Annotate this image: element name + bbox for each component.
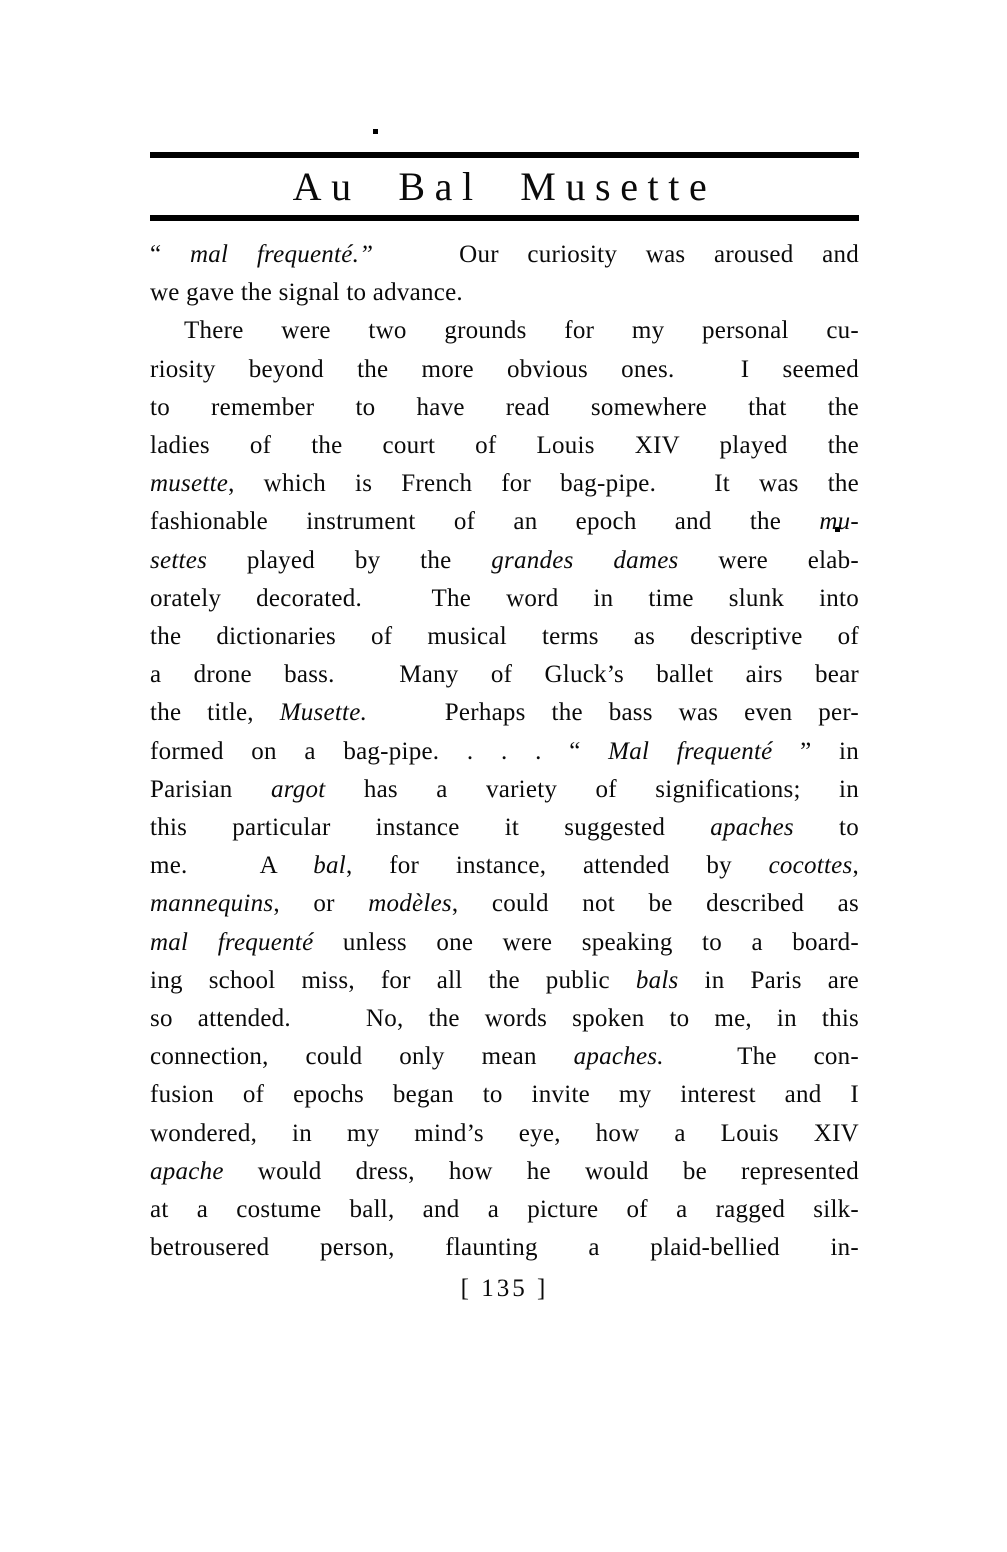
text-run: , which is French for bag-pipe. It was the <box>228 470 859 498</box>
italic-text-run: bals <box>635 966 679 994</box>
text-line <box>150 694 859 732</box>
text-line <box>150 1153 859 1191</box>
text-line <box>150 427 859 465</box>
italic-text-run: settes <box>150 546 208 574</box>
italic-text-run: modèles <box>368 890 452 918</box>
text-line <box>150 236 859 274</box>
italic-text-run: mal frequenté <box>150 928 314 956</box>
text-run: , <box>852 852 859 880</box>
text-run: betrousered person, flaunting a plaid-bellied in- <box>150 1234 859 1262</box>
body-text <box>150 236 859 1267</box>
text-line <box>150 809 859 847</box>
text-run: the title, <box>150 699 280 727</box>
text-run: Perhaps the bass was even per- <box>367 699 859 727</box>
italic-text-run: Musette. <box>279 699 368 727</box>
italic-text-run: apaches <box>710 814 794 842</box>
italic-text-run: mannequins <box>150 890 274 918</box>
text-line <box>150 771 859 809</box>
page-content <box>150 150 859 1308</box>
text-line <box>150 389 859 427</box>
text-run: “ <box>150 241 190 268</box>
text-run: to remember to have read somewhere that the <box>150 393 859 421</box>
header-rule-bottom <box>150 215 859 221</box>
text-run: me. A <box>150 852 314 880</box>
text-run: ” in <box>772 737 859 765</box>
text-line <box>150 1229 859 1267</box>
text-run: this particular instance it suggested <box>150 814 711 842</box>
text-run: to <box>793 814 859 842</box>
text-run: orately decorated. The word in time slunk into <box>150 584 859 612</box>
italic-text-run: cocottes <box>768 852 853 880</box>
text-line <box>150 542 859 580</box>
text-line <box>150 656 859 694</box>
text-run: ladies of the court of Louis XIV played the <box>150 432 859 460</box>
page-number: [ 135 ] <box>460 1275 549 1303</box>
text-run: fashionable instrument of an epoch and the <box>150 508 820 536</box>
text-run: were elab- <box>678 546 859 574</box>
text-run: Parisian <box>150 775 271 803</box>
text-run: connection, could only mean <box>150 1043 574 1071</box>
text-line <box>150 1038 859 1076</box>
text-line <box>150 312 859 350</box>
text-line <box>150 924 859 962</box>
scan-speck <box>373 129 378 134</box>
text-line <box>150 274 859 312</box>
text-line <box>150 465 859 503</box>
text-line <box>150 503 859 541</box>
text-line <box>150 1115 859 1153</box>
text-run: a drone bass. Many of Gluck’s ballet airs bear <box>150 661 859 689</box>
italic-text-run: apache <box>150 1157 224 1185</box>
text-run: has a variety of significations; in <box>325 775 859 803</box>
text-line <box>150 847 859 885</box>
text-line <box>150 962 859 1000</box>
text-run: fusion of epochs began to invite my interest and I <box>150 1081 859 1109</box>
text-run: played by the <box>207 546 492 574</box>
text-run: riosity beyond the more obvious ones. I seemed <box>150 355 859 383</box>
text-run: we gave the signal to advance. <box>150 279 463 307</box>
text-run: wondered, in my mind’s eye, how a Louis XIV <box>150 1119 859 1147</box>
text-line <box>150 1191 859 1229</box>
text-run: would dress, how he would be represented <box>223 1157 859 1185</box>
italic-text-run: mal frequenté.” <box>189 241 374 268</box>
header-rule-top <box>150 152 859 158</box>
text-run: , could not be described as <box>451 890 859 918</box>
italic-text-run: bal <box>313 852 346 880</box>
italic-text-run: musette <box>150 470 229 498</box>
text-run: , or <box>273 890 369 918</box>
italic-text-run: Mal frequenté <box>608 737 773 765</box>
text-run: unless one were speaking to a board- <box>313 928 860 956</box>
italic-text-run: grandes dames <box>491 546 679 574</box>
text-run: in Paris are <box>678 966 859 994</box>
text-run: Our curiosity was aroused and <box>373 241 859 268</box>
text-run: so attended. No, the words spoken to me, in this <box>150 1005 859 1033</box>
text-line <box>150 351 859 389</box>
text-line <box>150 1076 859 1114</box>
text-run: The con- <box>663 1043 859 1071</box>
chapter-title: Au Bal Musette <box>292 164 717 209</box>
text-run: formed on a bag-pipe. . . . “ <box>150 737 609 765</box>
text-line <box>150 580 859 618</box>
italic-text-run: apaches. <box>573 1043 664 1071</box>
text-run: There were two grounds for my personal cu- <box>184 317 859 345</box>
text-run: at a costume ball, and a picture of a ragged silk- <box>150 1196 859 1224</box>
text-run: ing school miss, for all the public <box>150 966 636 994</box>
text-run: , for instance, attended by <box>345 852 769 880</box>
text-run: the dictionaries of musical terms as descriptive of <box>150 623 859 651</box>
text-line <box>150 618 859 656</box>
text-line <box>150 733 859 771</box>
text-line <box>150 885 859 923</box>
text-line <box>150 1000 859 1038</box>
italic-text-run: argot <box>270 775 326 803</box>
italic-text-run: mu- <box>819 508 859 536</box>
